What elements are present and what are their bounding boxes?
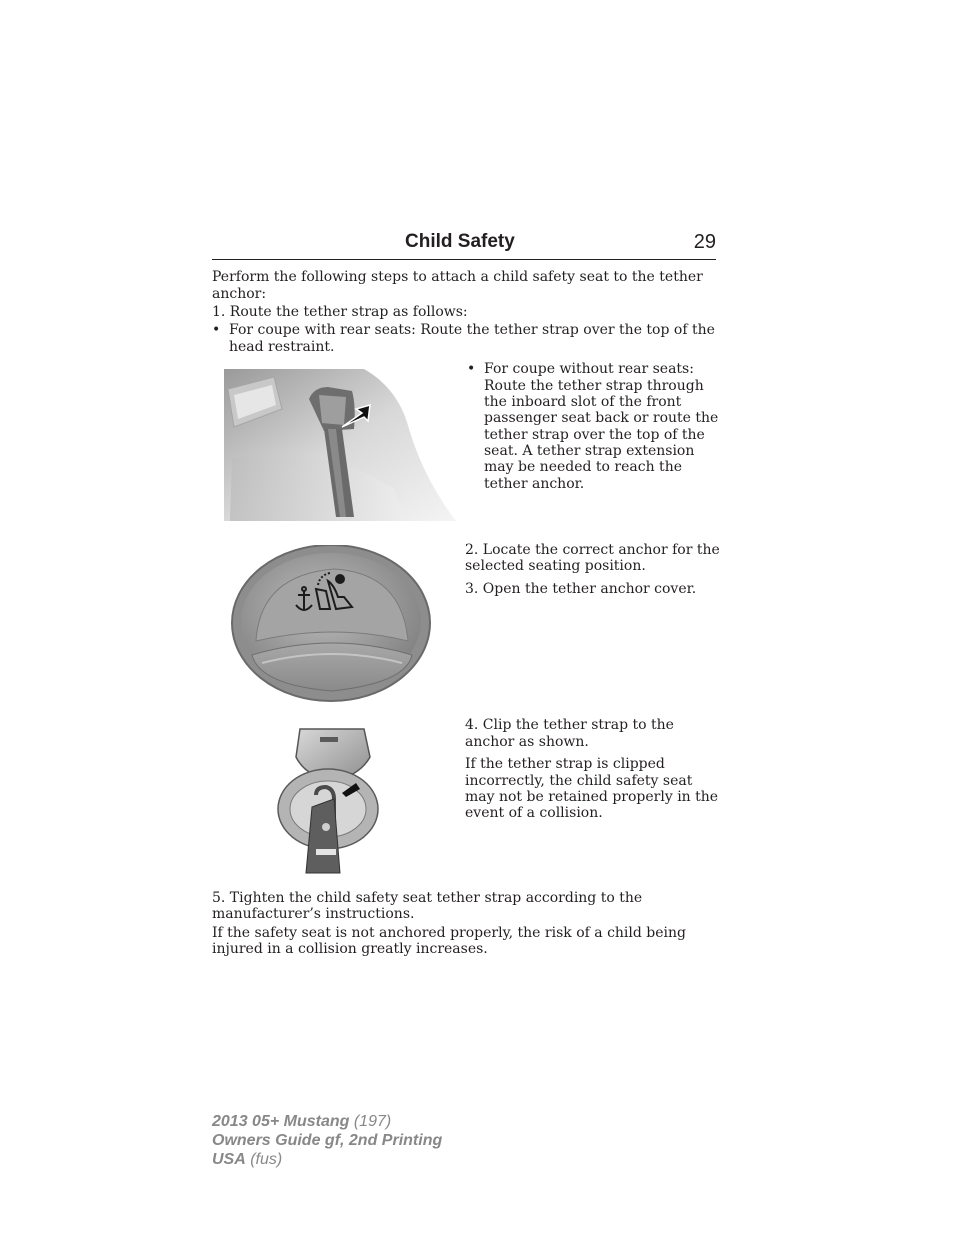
- header-divider: [212, 259, 716, 260]
- footer-model: 2013 05+ Mustang: [212, 1113, 350, 1130]
- footer-model-code: (197): [349, 1113, 392, 1130]
- step-1-label: 1. Route the tether strap as follows:: [212, 304, 468, 320]
- step-2-line-2: selected seating position.: [465, 558, 646, 574]
- intro-line-2: anchor:: [212, 286, 267, 302]
- step-4-warning-line-4: event of a collision.: [465, 805, 603, 821]
- step-4-warning-line-2: incorrectly, the child safety seat: [465, 773, 693, 789]
- step-3-text: 3. Open the tether anchor cover.: [465, 581, 697, 597]
- footer-guide: Owners Guide gf, 2nd Printing: [212, 1132, 443, 1149]
- section-title: Child Safety: [405, 231, 515, 252]
- bullet-coupe-norear-line-3: the inboard slot of the front: [484, 394, 682, 410]
- step-5-line-1: 5. Tighten the child safety seat tether strap according to the: [212, 890, 643, 906]
- bullet-coupe-norear-line-1: For coupe without rear seats:: [484, 361, 694, 377]
- page-number: 29: [693, 231, 716, 253]
- bullet-coupe-rear-line-1: For coupe with rear seats: Route the tether strap over the top of the: [229, 322, 715, 338]
- bullet-glyph: •: [467, 361, 476, 377]
- bullet-coupe-norear-line-8: tether anchor.: [484, 476, 585, 492]
- footer-market: USA: [212, 1151, 246, 1168]
- step-5-warning-line-1: If the safety seat is not anchored properly, the risk of a child being: [212, 925, 686, 941]
- footer-line-2: [212, 1131, 442, 1150]
- seat-tether-illustration: [224, 369, 456, 521]
- step-4-warning-line-1: If the tether strap is clipped: [465, 756, 665, 772]
- step-4-line-2: anchor as shown.: [465, 734, 589, 750]
- bullet-coupe-norear-line-6: seat. A tether strap extension: [484, 443, 695, 459]
- intro-line-1: Perform the following steps to attach a child safety seat to the tether: [212, 269, 703, 285]
- footer-line-1: [212, 1112, 442, 1131]
- bullet-coupe-norear-line-7: may be needed to reach the: [484, 459, 682, 475]
- step-2-line-1: 2. Locate the correct anchor for the: [465, 542, 720, 558]
- anchor-cover-illustration: [230, 545, 434, 705]
- tether-clip-illustration: [276, 727, 380, 875]
- footer-market-code: (fus): [245, 1151, 283, 1168]
- bullet-coupe-norear-line-5: tether strap over the top of the: [484, 427, 705, 443]
- step-5-line-2: manufacturer’s instructions.: [212, 906, 415, 922]
- step-4-line-1: 4. Clip the tether strap to the: [465, 717, 674, 733]
- bullet-coupe-norear-line-2: Route the tether strap through: [484, 378, 704, 394]
- bullet-coupe-rear-line-2: head restraint.: [229, 339, 335, 355]
- step-5-warning-line-2: injured in a collision greatly increases.: [212, 941, 488, 957]
- bullet-glyph: •: [212, 322, 221, 338]
- bullet-coupe-norear-line-4: passenger seat back or route the: [484, 410, 719, 426]
- footer-line-3: [212, 1150, 442, 1169]
- document-footer: [212, 1112, 442, 1169]
- step-4-warning-line-3: may not be retained properly in the: [465, 789, 719, 805]
